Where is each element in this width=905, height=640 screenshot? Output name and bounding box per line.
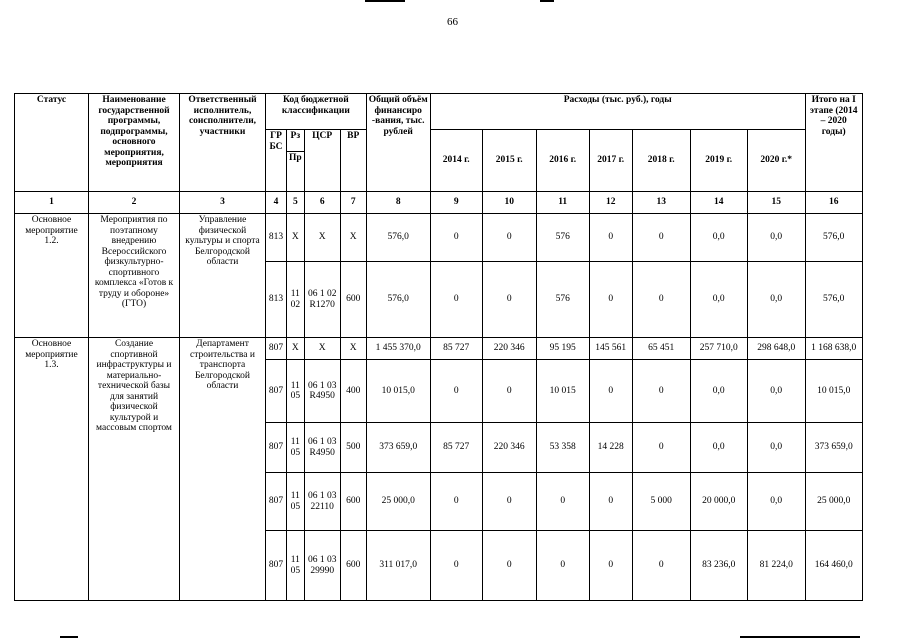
grbs-cell: 807 [266,473,287,531]
year-2015-cell: 220 346 [482,423,536,473]
col-number: 7 [340,192,366,214]
block-name: Мероприятия по поэтапному внедрению Всероссийского физкультурно-спортивного комплекса «Готов к труду и обороне» (ГТО) [89,214,180,338]
header-year: 2020 г.* [747,130,805,192]
col-number: 8 [366,192,430,214]
year-2020-cell: 0,0 [747,360,805,423]
year-2014-cell: 0 [430,473,482,531]
block-status: Основное мероприятие 1.2. [15,214,89,338]
year-2017-cell: 0 [589,262,632,338]
header-vr: ВР [340,130,366,192]
rzpr-cell: 11 05 [287,473,305,531]
year-2016-cell: 0 [536,531,589,601]
page-number: 66 [447,16,458,28]
year-2014-cell: 0 [430,360,482,423]
rzpr-cell: 11 05 [287,360,305,423]
header-budget-code: Код бюджетной классификации [266,94,367,130]
header-name: Наименование государственной программы, подпрограммы, основного мероприятия, мероприятия [89,94,180,192]
year-2019-cell: 0,0 [690,423,747,473]
block-responsible: Департамент строительства и транспорта Белгородской области [180,338,266,601]
year-2017-cell: 0 [589,360,632,423]
rzpr-cell: 11 05 [287,531,305,601]
vr-cell: 600 [340,531,366,601]
vr-cell: 600 [340,262,366,338]
year-2018-cell: 0 [632,262,690,338]
year-2016-cell: 95 195 [536,338,589,360]
year-2015-cell: 0 [482,360,536,423]
col-number: 9 [430,192,482,214]
year-2016-cell: 0 [536,473,589,531]
vr-cell: 400 [340,360,366,423]
year-2015-cell: 220 346 [482,338,536,360]
total-cell: 576,0 [366,262,430,338]
header-status: Статус [15,94,89,192]
total-cell: 1 455 370,0 [366,338,430,360]
year-2020-cell: 0,0 [747,262,805,338]
year-2014-cell: 85 727 [430,338,482,360]
total-cell: 25 000,0 [366,473,430,531]
itogo-cell: 10 015,0 [805,360,862,423]
block-responsible: Управление физической культуры и спорта Белгородской области [180,214,266,338]
itogo-cell: 576,0 [805,214,862,262]
col-number: 2 [89,192,180,214]
block-status: Основное мероприятие 1.3. [15,338,89,601]
year-2019-cell: 0,0 [690,360,747,423]
col-number: 13 [632,192,690,214]
year-2014-cell: 0 [430,262,482,338]
year-2017-cell: 0 [589,473,632,531]
year-2017-cell: 14 228 [589,423,632,473]
year-2016-cell: 576 [536,214,589,262]
header-rz: Рз [287,130,305,152]
itogo-cell: 373 659,0 [805,423,862,473]
budget-table [14,93,863,601]
year-2018-cell: 65 451 [632,338,690,360]
year-2019-cell: 0,0 [690,262,747,338]
total-cell: 373 659,0 [366,423,430,473]
header-expenses: Расходы (тыс. руб.), годы [430,94,805,130]
col-number: 3 [180,192,266,214]
header-year: 2014 г. [430,130,482,192]
csr-cell: 06 1 03 29990 [304,531,340,601]
vr-cell: X [340,338,366,360]
rzpr-cell: X [287,338,305,360]
year-2020-cell: 0,0 [747,423,805,473]
header-total-volume: Общий объём финансиро -вания, тыс. рублей [366,94,430,192]
col-number: 4 [266,192,287,214]
col-number: 1 [15,192,89,214]
year-2015-cell: 0 [482,262,536,338]
scan-artifact [540,0,554,2]
year-2018-cell: 0 [632,360,690,423]
year-2015-cell: 0 [482,531,536,601]
col-number: 15 [747,192,805,214]
total-cell: 576,0 [366,214,430,262]
year-2018-cell: 0 [632,531,690,601]
year-2018-cell: 0 [632,423,690,473]
block-name: Создание спортивной инфраструктуры и материально-технической базы для занятий физической культурой и массовым спортом [89,338,180,601]
vr-cell: X [340,214,366,262]
budget-table-body [15,94,863,601]
year-2014-cell: 0 [430,531,482,601]
rzpr-cell: 11 02 [287,262,305,338]
year-2018-cell: 0 [632,214,690,262]
csr-cell: X [304,214,340,262]
year-2016-cell: 576 [536,262,589,338]
grbs-cell: 807 [266,423,287,473]
year-2014-cell: 0 [430,214,482,262]
header-year: 2019 г. [690,130,747,192]
col-number: 10 [482,192,536,214]
total-cell: 311 017,0 [366,531,430,601]
csr-cell: 06 1 03 R4950 [304,423,340,473]
table-row [15,214,863,262]
rzpr-cell: X [287,214,305,262]
rzpr-cell: 11 05 [287,423,305,473]
csr-cell: X [304,338,340,360]
table-row [15,338,863,360]
csr-cell: 06 1 02 R1270 [304,262,340,338]
col-number: 16 [805,192,862,214]
header-pr: Пр [287,152,305,192]
year-2015-cell: 0 [482,214,536,262]
csr-cell: 06 1 03 R4950 [304,360,340,423]
itogo-cell: 164 460,0 [805,531,862,601]
year-2019-cell: 0,0 [690,214,747,262]
col-number: 6 [304,192,340,214]
itogo-cell: 25 000,0 [805,473,862,531]
year-2019-cell: 20 000,0 [690,473,747,531]
grbs-cell: 807 [266,360,287,423]
col-number: 12 [589,192,632,214]
year-2014-cell: 85 727 [430,423,482,473]
year-2019-cell: 257 710,0 [690,338,747,360]
col-number: 5 [287,192,305,214]
grbs-cell: 807 [266,338,287,360]
grbs-cell: 813 [266,214,287,262]
csr-cell: 06 1 03 22110 [304,473,340,531]
header-grbs: ГР БС [266,130,287,192]
year-2016-cell: 53 358 [536,423,589,473]
header-year: 2018 г. [632,130,690,192]
year-2016-cell: 10 015 [536,360,589,423]
itogo-cell: 1 168 638,0 [805,338,862,360]
year-2020-cell: 0,0 [747,214,805,262]
year-2019-cell: 83 236,0 [690,531,747,601]
header-csr: ЦСР [304,130,340,192]
year-2020-cell: 298 648,0 [747,338,805,360]
year-2015-cell: 0 [482,473,536,531]
vr-cell: 500 [340,423,366,473]
grbs-cell: 807 [266,531,287,601]
header-year: 2016 г. [536,130,589,192]
year-2017-cell: 0 [589,214,632,262]
header-stage-total: Итого на I этапе (2014 – 2020 годы) [805,94,862,192]
year-2017-cell: 0 [589,531,632,601]
total-cell: 10 015,0 [366,360,430,423]
col-number: 14 [690,192,747,214]
scan-artifact [365,0,405,2]
year-2020-cell: 0,0 [747,473,805,531]
itogo-cell: 576,0 [805,262,862,338]
col-number: 11 [536,192,589,214]
year-2020-cell: 81 224,0 [747,531,805,601]
header-year: 2017 г. [589,130,632,192]
scan-artifact [60,636,78,638]
header-year: 2015 г. [482,130,536,192]
grbs-cell: 813 [266,262,287,338]
scan-artifact [740,636,860,638]
year-2018-cell: 5 000 [632,473,690,531]
header-responsible: Ответственный исполнитель, соисполнители, участники [180,94,266,192]
year-2017-cell: 145 561 [589,338,632,360]
vr-cell: 600 [340,473,366,531]
